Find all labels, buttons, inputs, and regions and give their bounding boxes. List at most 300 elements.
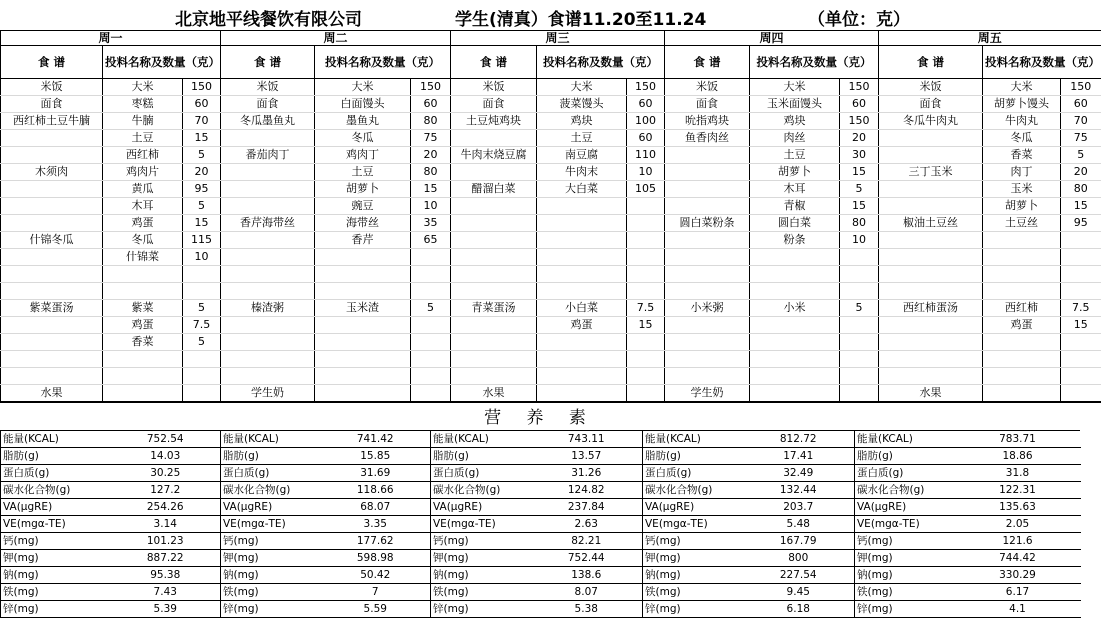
dish-header: 食 谱 — [221, 46, 315, 79]
ingredient-cell: 大米 — [750, 79, 840, 96]
nutrient-value: 812.72 — [743, 431, 855, 448]
ingredient-cell: 牛肉丸 — [983, 113, 1061, 130]
dish-cell — [879, 317, 983, 334]
nutrient-label: 碳水化合物(g) — [221, 482, 321, 499]
amount-cell: 20 — [183, 164, 221, 181]
nutrient-value: 2.05 — [955, 516, 1081, 533]
dish-cell — [221, 266, 315, 283]
day-name: 周一 — [1, 31, 221, 46]
dish-cell — [879, 334, 983, 351]
nutrient-value: 237.84 — [531, 499, 643, 516]
amount-cell: 100 — [627, 113, 665, 130]
menu-row — [1, 113, 1101, 130]
ingredient-cell: 土豆 — [315, 164, 411, 181]
amount-cell: 95 — [1061, 215, 1101, 232]
nutrient-value: 800 — [743, 550, 855, 567]
ingredient-cell: 肉丁 — [983, 164, 1061, 181]
nutrient-label: 钾(mg) — [855, 550, 955, 567]
amount-cell: 5 — [411, 300, 451, 317]
nutrient-label: 能量(KCAL) — [855, 431, 955, 448]
ingredient-cell: 大白菜 — [537, 181, 627, 198]
nutrient-value: 13.57 — [531, 448, 643, 465]
dish-cell — [879, 283, 983, 300]
dish-cell — [879, 249, 983, 266]
nutrient-label: 钾(mg) — [221, 550, 321, 567]
amount-cell: 70 — [183, 113, 221, 130]
amount-cell: 75 — [411, 130, 451, 147]
amount-cell — [411, 368, 451, 385]
dish-cell — [221, 164, 315, 181]
dish-cell — [1, 215, 103, 232]
dish-cell: 水果 — [879, 385, 983, 403]
amount-cell — [411, 249, 451, 266]
dish-cell: 冬瓜墨鱼丸 — [221, 113, 315, 130]
ingredient-cell — [983, 334, 1061, 351]
dish-cell — [451, 130, 537, 147]
nutrient-label: 蛋白质(g) — [221, 465, 321, 482]
dish-cell: 青菜蛋汤 — [451, 300, 537, 317]
amount-cell: 15 — [840, 164, 879, 181]
nutrient-value: 598.98 — [321, 550, 431, 567]
dish-cell — [451, 317, 537, 334]
dish-cell: 面食 — [1, 96, 103, 113]
nutrient-value: 177.62 — [321, 533, 431, 550]
nutrient-value: 3.14 — [111, 516, 221, 533]
nutrient-value: 3.35 — [321, 516, 431, 533]
amount-cell — [411, 317, 451, 334]
dish-cell — [879, 147, 983, 164]
menu-row — [1, 79, 1101, 96]
amount-cell: 150 — [411, 79, 451, 96]
nutrition-row — [1, 533, 1081, 550]
nutrient-value: 32.49 — [743, 465, 855, 482]
nutrient-label: VE(mgα-TE) — [1, 516, 111, 533]
ingredient-cell: 香菜 — [103, 334, 183, 351]
nutrition-row — [1, 601, 1081, 618]
dish-cell — [221, 368, 315, 385]
nutrient-label: 锌(mg) — [431, 601, 531, 618]
nutrient-value: 14.03 — [111, 448, 221, 465]
ingredient-cell — [750, 249, 840, 266]
amount-cell: 5 — [183, 147, 221, 164]
ingredient-cell — [315, 317, 411, 334]
dish-cell — [879, 130, 983, 147]
nutrient-value: 31.8 — [955, 465, 1081, 482]
dish-cell — [665, 181, 750, 198]
amount-cell: 80 — [840, 215, 879, 232]
title-bar — [0, 0, 1080, 30]
ingredient-cell — [750, 283, 840, 300]
amount-cell: 150 — [627, 79, 665, 96]
ingredient-cell — [750, 334, 840, 351]
amount-cell: 20 — [840, 130, 879, 147]
nutrient-value: 5.59 — [321, 601, 431, 618]
ingredient-cell: 土豆 — [537, 130, 627, 147]
nutrient-label: 锌(mg) — [643, 601, 743, 618]
ingredient-header: 投料名称及数量（克） — [315, 46, 451, 79]
nutrient-value: 254.26 — [111, 499, 221, 516]
amount-cell — [627, 385, 665, 403]
menu-row — [1, 300, 1101, 317]
ingredient-cell — [750, 351, 840, 368]
dish-cell — [879, 181, 983, 198]
nutrient-value: 50.42 — [321, 567, 431, 584]
amount-cell — [840, 368, 879, 385]
nutrient-label: 钙(mg) — [431, 533, 531, 550]
ingredient-cell: 鸡蛋 — [103, 317, 183, 334]
ingredient-cell — [537, 385, 627, 403]
ingredient-cell: 土豆 — [750, 147, 840, 164]
amount-cell: 150 — [183, 79, 221, 96]
ingredient-cell: 牛腩 — [103, 113, 183, 130]
nutrient-label: 蛋白质(g) — [643, 465, 743, 482]
nutrient-value: 7 — [321, 584, 431, 601]
nutrient-label: VE(mgα-TE) — [431, 516, 531, 533]
nutrient-value: 135.63 — [955, 499, 1081, 516]
ingredient-cell: 墨鱼丸 — [315, 113, 411, 130]
nutrient-label: 钙(mg) — [855, 533, 955, 550]
nutrient-value: 31.26 — [531, 465, 643, 482]
ingredient-cell — [537, 232, 627, 249]
menu-row — [1, 334, 1101, 351]
nutrient-label: 钠(mg) — [855, 567, 955, 584]
nutrient-value: 127.2 — [111, 482, 221, 499]
dish-cell — [1, 368, 103, 385]
amount-cell: 80 — [411, 164, 451, 181]
ingredient-cell: 玉米渣 — [315, 300, 411, 317]
dish-header: 食 谱 — [665, 46, 750, 79]
menu-row — [1, 164, 1101, 181]
nutrient-label: 钠(mg) — [221, 567, 321, 584]
ingredient-cell: 大米 — [983, 79, 1061, 96]
menu-row — [1, 130, 1101, 147]
amount-cell: 30 — [840, 147, 879, 164]
dish-cell: 米饭 — [451, 79, 537, 96]
nutrient-label: 碳水化合物(g) — [1, 482, 111, 499]
menu-row — [1, 266, 1101, 283]
nutrient-label: 铁(mg) — [431, 584, 531, 601]
ingredient-cell — [315, 385, 411, 403]
dish-cell: 水果 — [1, 385, 103, 403]
nutrient-value: 9.45 — [743, 584, 855, 601]
nutrient-value: 2.63 — [531, 516, 643, 533]
amount-cell: 20 — [1061, 164, 1101, 181]
ingredient-cell — [983, 266, 1061, 283]
amount-cell — [411, 334, 451, 351]
nutrient-value: 5.39 — [111, 601, 221, 618]
amount-cell — [1061, 385, 1101, 403]
ingredient-cell: 鸡蛋 — [537, 317, 627, 334]
nutrient-label: 锌(mg) — [221, 601, 321, 618]
amount-cell: 60 — [840, 96, 879, 113]
amount-cell — [840, 385, 879, 403]
ingredient-cell — [983, 368, 1061, 385]
amount-cell — [183, 283, 221, 300]
ingredient-cell: 肉丝 — [750, 130, 840, 147]
ingredient-cell — [537, 249, 627, 266]
amount-cell — [183, 385, 221, 403]
amount-cell — [840, 283, 879, 300]
ingredient-cell: 木耳 — [750, 181, 840, 198]
menu-row — [1, 385, 1101, 403]
dish-cell — [879, 198, 983, 215]
dish-cell: 圆白菜粉条 — [665, 215, 750, 232]
dish-cell — [1, 249, 103, 266]
ingredient-cell: 大米 — [315, 79, 411, 96]
ingredient-cell — [537, 334, 627, 351]
day-header-row — [1, 31, 1101, 46]
nutrient-value: 783.71 — [955, 431, 1081, 448]
dish-cell — [1, 351, 103, 368]
ingredient-cell — [983, 351, 1061, 368]
amount-cell — [183, 368, 221, 385]
ingredient-cell: 香芹 — [315, 232, 411, 249]
amount-cell — [1061, 266, 1101, 283]
ingredient-cell: 粉条 — [750, 232, 840, 249]
dish-cell — [665, 266, 750, 283]
amount-cell — [1061, 249, 1101, 266]
nutrient-label: 铁(mg) — [1, 584, 111, 601]
amount-cell — [840, 266, 879, 283]
nutrition-row — [1, 482, 1081, 499]
nutrient-label: 蛋白质(g) — [1, 465, 111, 482]
ingredient-cell: 鸡蛋 — [103, 215, 183, 232]
nutrient-value: 68.07 — [321, 499, 431, 516]
nutrient-label: 碳水化合物(g) — [431, 482, 531, 499]
menu-row — [1, 147, 1101, 164]
amount-cell — [411, 283, 451, 300]
dish-cell — [665, 368, 750, 385]
dish-cell — [451, 164, 537, 181]
amount-cell: 10 — [627, 164, 665, 181]
nutrient-label: 锌(mg) — [855, 601, 955, 618]
amount-cell: 7.5 — [183, 317, 221, 334]
nutrient-value: 122.31 — [955, 482, 1081, 499]
nutrition-row — [1, 550, 1081, 567]
amount-cell: 7.5 — [627, 300, 665, 317]
menu-row — [1, 368, 1101, 385]
ingredient-cell — [315, 249, 411, 266]
nutrient-value: 744.42 — [955, 550, 1081, 567]
ingredient-cell — [315, 351, 411, 368]
amount-cell: 15 — [411, 181, 451, 198]
ingredient-cell — [750, 368, 840, 385]
nutrient-label: VE(mgα-TE) — [855, 516, 955, 533]
amount-cell — [627, 351, 665, 368]
amount-cell: 150 — [840, 113, 879, 130]
nutrient-value: 138.6 — [531, 567, 643, 584]
ingredient-cell — [537, 351, 627, 368]
dish-cell — [1, 181, 103, 198]
nutrient-value: 31.69 — [321, 465, 431, 482]
dish-cell — [665, 164, 750, 181]
dish-cell — [1, 198, 103, 215]
dish-cell: 面食 — [665, 96, 750, 113]
ingredient-cell: 白面馒头 — [315, 96, 411, 113]
nutrient-label: 钠(mg) — [431, 567, 531, 584]
ingredient-cell: 紫菜 — [103, 300, 183, 317]
ingredient-cell — [315, 334, 411, 351]
nutrient-label: 能量(KCAL) — [1, 431, 111, 448]
dish-cell — [1, 334, 103, 351]
day-name: 周五 — [879, 31, 1101, 46]
dish-cell — [451, 351, 537, 368]
nutrient-value: 6.17 — [955, 584, 1081, 601]
ingredient-cell: 土豆 — [103, 130, 183, 147]
ingredient-cell — [537, 198, 627, 215]
ingredient-cell: 豌豆 — [315, 198, 411, 215]
nutrient-value: 8.07 — [531, 584, 643, 601]
amount-cell: 7.5 — [1061, 300, 1101, 317]
amount-cell — [627, 283, 665, 300]
dish-cell — [879, 266, 983, 283]
dish-cell: 面食 — [221, 96, 315, 113]
dish-cell: 榛渣粥 — [221, 300, 315, 317]
dish-cell — [665, 198, 750, 215]
nutrient-label: 钙(mg) — [643, 533, 743, 550]
ingredient-cell: 大米 — [537, 79, 627, 96]
dish-cell — [1, 283, 103, 300]
ingredient-cell: 冬瓜 — [983, 130, 1061, 147]
amount-cell: 150 — [1061, 79, 1101, 96]
dish-cell — [1, 317, 103, 334]
amount-cell — [840, 317, 879, 334]
dish-cell: 米饭 — [879, 79, 983, 96]
dish-cell: 土豆炖鸡块 — [451, 113, 537, 130]
nutrition-row — [1, 431, 1081, 448]
nutrient-label: 能量(KCAL) — [221, 431, 321, 448]
nutrient-label: 铁(mg) — [855, 584, 955, 601]
menu-row — [1, 351, 1101, 368]
amount-cell: 5 — [183, 300, 221, 317]
ingredient-cell — [103, 266, 183, 283]
dish-cell: 小米粥 — [665, 300, 750, 317]
nutrient-value: 752.54 — [111, 431, 221, 448]
amount-cell: 80 — [411, 113, 451, 130]
nutrient-label: VA(μgRE) — [1, 499, 111, 516]
nutrient-label: 能量(KCAL) — [431, 431, 531, 448]
nutrient-value: 330.29 — [955, 567, 1081, 584]
dish-cell: 香芹海带丝 — [221, 215, 315, 232]
amount-cell: 10 — [411, 198, 451, 215]
nutrient-label: 钠(mg) — [1, 567, 111, 584]
amount-cell — [1061, 232, 1101, 249]
ingredient-cell — [750, 317, 840, 334]
amount-cell — [183, 351, 221, 368]
ingredient-cell: 鸡肉丁 — [315, 147, 411, 164]
amount-cell: 80 — [1061, 181, 1101, 198]
dish-cell — [1, 266, 103, 283]
dish-cell — [221, 317, 315, 334]
ingredient-cell — [537, 215, 627, 232]
ingredient-cell: 小米 — [750, 300, 840, 317]
menu-row — [1, 181, 1101, 198]
amount-cell: 5 — [183, 198, 221, 215]
nutrient-value: 4.1 — [955, 601, 1081, 618]
amount-cell: 5 — [183, 334, 221, 351]
amount-cell: 60 — [183, 96, 221, 113]
ingredient-cell: 枣糕 — [103, 96, 183, 113]
nutrient-label: 铁(mg) — [221, 584, 321, 601]
nutrient-value: 887.22 — [111, 550, 221, 567]
dish-cell: 西红柿蛋汤 — [879, 300, 983, 317]
amount-cell: 15 — [840, 198, 879, 215]
ingredient-cell: 菠菜馒头 — [537, 96, 627, 113]
menu-row — [1, 317, 1101, 334]
dish-cell: 鱼香肉丝 — [665, 130, 750, 147]
amount-cell: 115 — [183, 232, 221, 249]
dish-cell — [451, 266, 537, 283]
nutrient-value: 101.23 — [111, 533, 221, 550]
amount-cell — [627, 266, 665, 283]
nutrient-value: 752.44 — [531, 550, 643, 567]
amount-cell: 15 — [627, 317, 665, 334]
dish-cell — [665, 147, 750, 164]
company-name: 北京地平线餐饮有限公司 — [175, 10, 362, 30]
ingredient-cell: 胡萝卜 — [983, 198, 1061, 215]
amount-cell: 15 — [1061, 198, 1101, 215]
ingredient-cell — [103, 385, 183, 403]
menu-row — [1, 249, 1101, 266]
ingredient-cell: 圆白菜 — [750, 215, 840, 232]
dish-cell: 番茄肉丁 — [221, 147, 315, 164]
nutrient-label: 脂肪(g) — [221, 448, 321, 465]
dish-cell — [221, 283, 315, 300]
nutrition-row — [1, 465, 1081, 482]
nutrient-value: 132.44 — [743, 482, 855, 499]
dish-cell: 紫菜蛋汤 — [1, 300, 103, 317]
dish-cell: 面食 — [451, 96, 537, 113]
ingredient-cell: 玉米面馒头 — [750, 96, 840, 113]
nutrient-label: VA(μgRE) — [643, 499, 743, 516]
dish-cell — [879, 351, 983, 368]
nutrient-label: 铁(mg) — [643, 584, 743, 601]
dish-cell: 米饭 — [1, 79, 103, 96]
amount-cell — [627, 249, 665, 266]
dish-cell — [879, 368, 983, 385]
nutrient-value: 118.66 — [321, 482, 431, 499]
ingredient-cell: 鸡块 — [537, 113, 627, 130]
amount-cell — [840, 334, 879, 351]
nutrient-value: 5.38 — [531, 601, 643, 618]
dish-cell — [221, 249, 315, 266]
dish-cell — [879, 232, 983, 249]
ingredient-cell: 玉米 — [983, 181, 1061, 198]
nutrient-label: 钾(mg) — [431, 550, 531, 567]
dish-cell — [665, 249, 750, 266]
dish-cell — [451, 283, 537, 300]
dish-cell: 米饭 — [221, 79, 315, 96]
dish-header: 食 谱 — [879, 46, 983, 79]
nutrient-label: 钠(mg) — [643, 567, 743, 584]
amount-cell — [627, 368, 665, 385]
nutrient-value: 95.38 — [111, 567, 221, 584]
ingredient-cell — [983, 249, 1061, 266]
dish-cell — [451, 198, 537, 215]
ingredient-cell: 冬瓜 — [103, 232, 183, 249]
amount-cell — [411, 266, 451, 283]
nutrient-label: 钾(mg) — [643, 550, 743, 567]
ingredient-cell: 土豆丝 — [983, 215, 1061, 232]
amount-cell: 15 — [1061, 317, 1101, 334]
ingredient-cell — [103, 368, 183, 385]
ingredient-cell: 黄瓜 — [103, 181, 183, 198]
dish-cell: 水果 — [451, 385, 537, 403]
amount-cell: 20 — [411, 147, 451, 164]
amount-cell: 35 — [411, 215, 451, 232]
ingredient-header: 投料名称及数量（克） — [750, 46, 879, 79]
nutrition-row — [1, 584, 1081, 601]
